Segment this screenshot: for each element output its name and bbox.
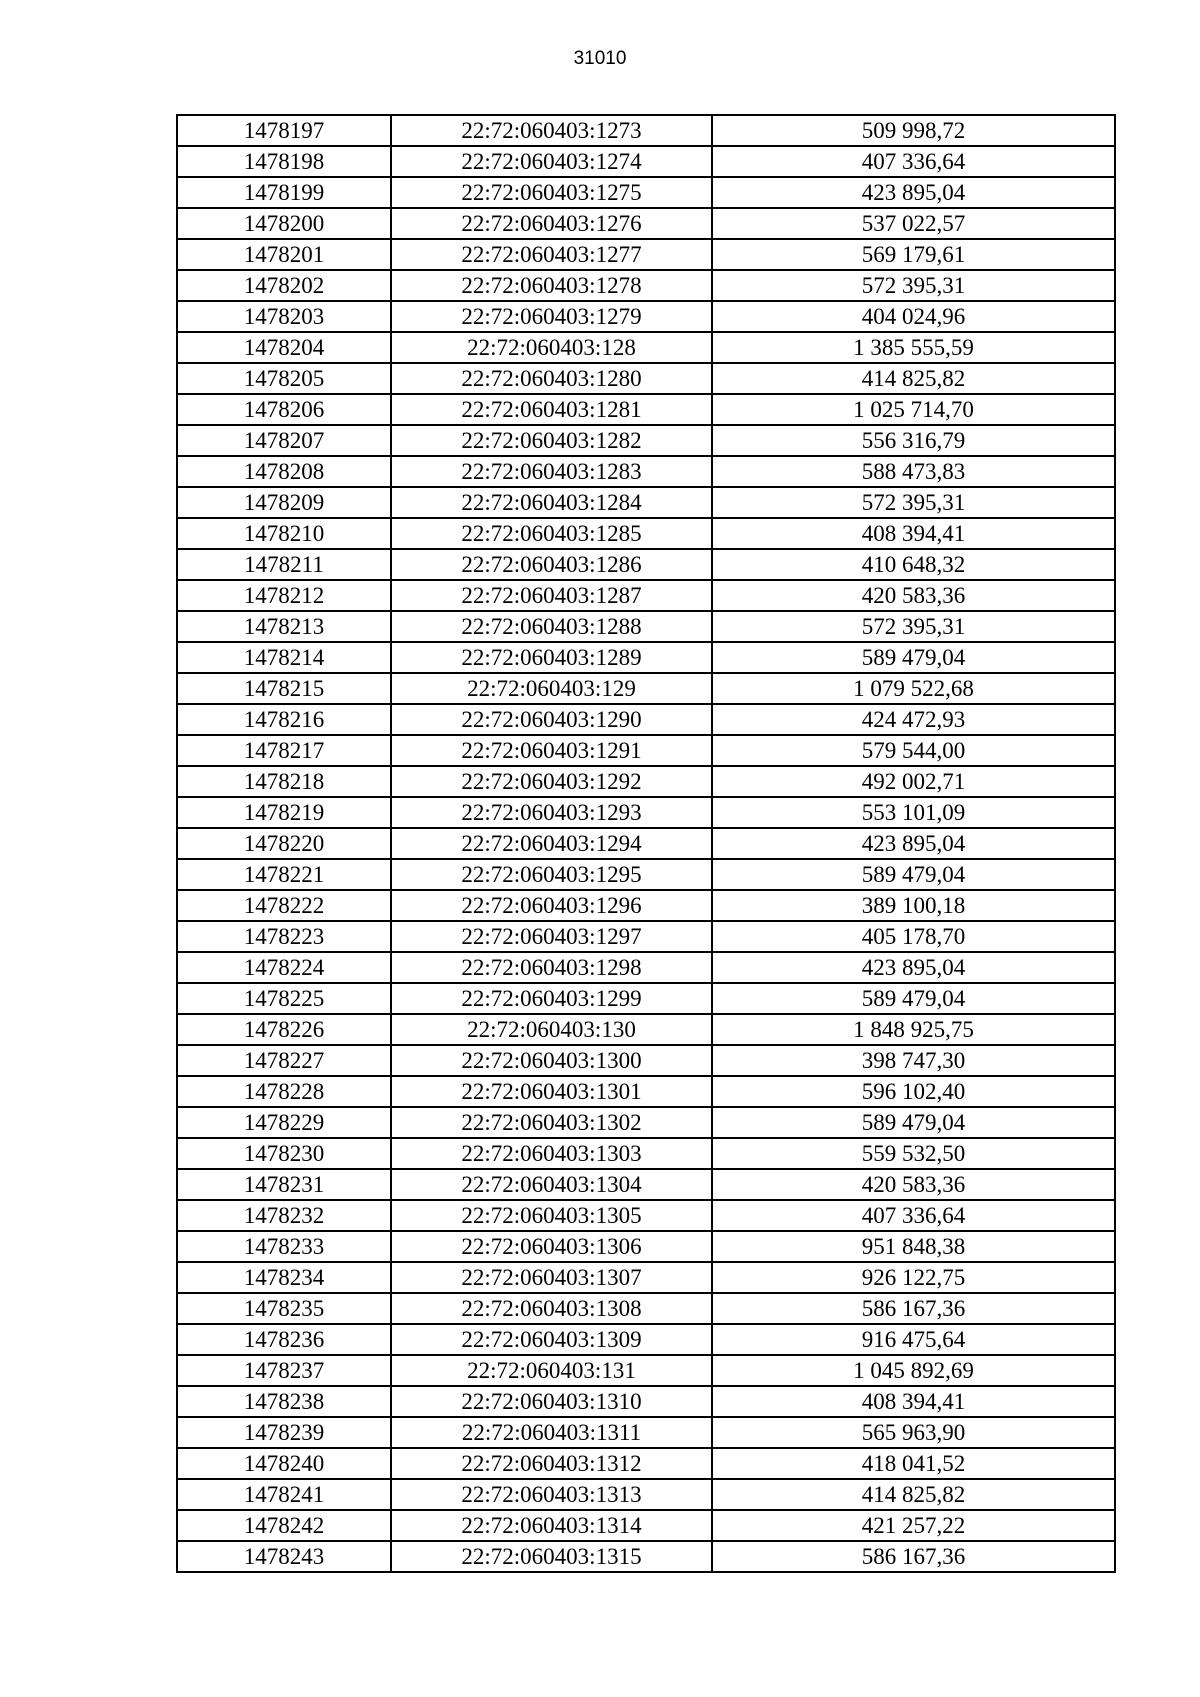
- cadastral-number-cell: 22:72:060403:1275: [391, 177, 712, 208]
- cadastral-value-cell: 586 167,36: [712, 1541, 1115, 1572]
- table-row: [177, 704, 1115, 735]
- cadastral-value-cell: 951 848,38: [712, 1231, 1115, 1262]
- table-row: [177, 1355, 1115, 1386]
- table-row: [177, 921, 1115, 952]
- cadastral-value-cell: 565 963,90: [712, 1417, 1115, 1448]
- table-row: [177, 146, 1115, 177]
- row-number-cell: 1478243: [177, 1541, 391, 1572]
- table-row: [177, 301, 1115, 332]
- table-row: [177, 115, 1115, 146]
- cadastral-number-cell: 22:72:060403:1287: [391, 580, 712, 611]
- row-number-cell: 1478226: [177, 1014, 391, 1045]
- cadastral-value-cell: 589 479,04: [712, 983, 1115, 1014]
- cadastral-value-cell: 420 583,36: [712, 1169, 1115, 1200]
- row-number-cell: 1478230: [177, 1138, 391, 1169]
- cadastral-value-cell: 589 479,04: [712, 642, 1115, 673]
- cadastral-number-cell: 22:72:060403:1277: [391, 239, 712, 270]
- cadastral-value-cell: 1 045 892,69: [712, 1355, 1115, 1386]
- cadastral-number-cell: 22:72:060403:1288: [391, 611, 712, 642]
- page-number: 31010: [573, 48, 627, 69]
- row-number-cell: 1478236: [177, 1324, 391, 1355]
- row-number-cell: 1478239: [177, 1417, 391, 1448]
- cadastral-value-cell: 926 122,75: [712, 1262, 1115, 1293]
- row-number-cell: 1478204: [177, 332, 391, 363]
- row-number-cell: 1478229: [177, 1107, 391, 1138]
- table-row: [177, 1045, 1115, 1076]
- table-row: [177, 611, 1115, 642]
- cadastral-number-cell: 22:72:060403:1309: [391, 1324, 712, 1355]
- row-number-cell: 1478209: [177, 487, 391, 518]
- table-row: [177, 1262, 1115, 1293]
- row-number-cell: 1478216: [177, 704, 391, 735]
- row-number-cell: 1478231: [177, 1169, 391, 1200]
- table-row: [177, 735, 1115, 766]
- cadastral-number-cell: 22:72:060403:1314: [391, 1510, 712, 1541]
- row-number-cell: 1478211: [177, 549, 391, 580]
- cadastral-value-cell: 423 895,04: [712, 828, 1115, 859]
- row-number-cell: 1478228: [177, 1076, 391, 1107]
- row-number-cell: 1478227: [177, 1045, 391, 1076]
- table-row: [177, 239, 1115, 270]
- cadastral-number-cell: 22:72:060403:1300: [391, 1045, 712, 1076]
- cadastral-number-cell: 22:72:060403:1299: [391, 983, 712, 1014]
- cadastral-number-cell: 22:72:060403:1289: [391, 642, 712, 673]
- table-row: [177, 363, 1115, 394]
- cadastral-value-cell: 405 178,70: [712, 921, 1115, 952]
- cadastral-value-cell: 559 532,50: [712, 1138, 1115, 1169]
- cadastral-value-cell: 414 825,82: [712, 363, 1115, 394]
- table-row: [177, 1541, 1115, 1572]
- cadastral-value-cell: 408 394,41: [712, 1386, 1115, 1417]
- row-number-cell: 1478242: [177, 1510, 391, 1541]
- cadastral-value-cell: 586 167,36: [712, 1293, 1115, 1324]
- table-row: [177, 425, 1115, 456]
- cadastral-value-cell: 1 848 925,75: [712, 1014, 1115, 1045]
- cadastral-number-cell: 22:72:060403:1279: [391, 301, 712, 332]
- table-body: [177, 115, 1115, 1572]
- row-number-cell: 1478224: [177, 952, 391, 983]
- table-row: [177, 1200, 1115, 1231]
- row-number-cell: 1478213: [177, 611, 391, 642]
- row-number-cell: 1478198: [177, 146, 391, 177]
- table-row: [177, 1448, 1115, 1479]
- table-row: [177, 487, 1115, 518]
- row-number-cell: 1478232: [177, 1200, 391, 1231]
- cadastral-number-cell: 22:72:060403:1281: [391, 394, 712, 425]
- table-row: [177, 1138, 1115, 1169]
- cadastral-value-cell: 418 041,52: [712, 1448, 1115, 1479]
- row-number-cell: 1478233: [177, 1231, 391, 1262]
- cadastral-value-cell: 589 479,04: [712, 859, 1115, 890]
- row-number-cell: 1478237: [177, 1355, 391, 1386]
- cadastral-value-cell: 916 475,64: [712, 1324, 1115, 1355]
- row-number-cell: 1478218: [177, 766, 391, 797]
- table-row: [177, 1169, 1115, 1200]
- cadastral-value-cell: 572 395,31: [712, 487, 1115, 518]
- row-number-cell: 1478221: [177, 859, 391, 890]
- row-number-cell: 1478217: [177, 735, 391, 766]
- cadastral-number-cell: 22:72:060403:1284: [391, 487, 712, 518]
- row-number-cell: 1478222: [177, 890, 391, 921]
- table-row: [177, 1231, 1115, 1262]
- cadastral-value-cell: 410 648,32: [712, 549, 1115, 580]
- cadastral-value-cell: 1 079 522,68: [712, 673, 1115, 704]
- row-number-cell: 1478219: [177, 797, 391, 828]
- table-row: [177, 828, 1115, 859]
- cadastral-value-cell: 556 316,79: [712, 425, 1115, 456]
- table-row: [177, 642, 1115, 673]
- cadastral-number-cell: 22:72:060403:1298: [391, 952, 712, 983]
- cadastral-number-cell: 22:72:060403:1312: [391, 1448, 712, 1479]
- cadastral-number-cell: 22:72:060403:1295: [391, 859, 712, 890]
- table-row: [177, 1324, 1115, 1355]
- cadastral-value-cell: 398 747,30: [712, 1045, 1115, 1076]
- cadastral-number-cell: 22:72:060403:1285: [391, 518, 712, 549]
- cadastral-number-cell: 22:72:060403:1282: [391, 425, 712, 456]
- row-number-cell: 1478210: [177, 518, 391, 549]
- cadastral-value-cell: 408 394,41: [712, 518, 1115, 549]
- cadastral-number-cell: 22:72:060403:1307: [391, 1262, 712, 1293]
- row-number-cell: 1478235: [177, 1293, 391, 1324]
- cadastral-number-cell: 22:72:060403:1313: [391, 1479, 712, 1510]
- table-row: [177, 1479, 1115, 1510]
- row-number-cell: 1478202: [177, 270, 391, 301]
- cadastral-value-cell: 407 336,64: [712, 146, 1115, 177]
- cadastral-value-cell: 389 100,18: [712, 890, 1115, 921]
- cadastral-value-cell: 572 395,31: [712, 270, 1115, 301]
- cadastral-value-cell: 424 472,93: [712, 704, 1115, 735]
- cadastral-value-cell: 596 102,40: [712, 1076, 1115, 1107]
- cadastral-number-cell: 22:72:060403:1283: [391, 456, 712, 487]
- cadastral-number-cell: 22:72:060403:1291: [391, 735, 712, 766]
- cadastral-value-cell: 404 024,96: [712, 301, 1115, 332]
- cadastral-number-cell: 22:72:060403:1286: [391, 549, 712, 580]
- cadastral-number-cell: 22:72:060403:1306: [391, 1231, 712, 1262]
- cadastral-value-cell: 537 022,57: [712, 208, 1115, 239]
- cadastral-value-cell: 407 336,64: [712, 1200, 1115, 1231]
- row-number-cell: 1478223: [177, 921, 391, 952]
- row-number-cell: 1478200: [177, 208, 391, 239]
- table-row: [177, 456, 1115, 487]
- table-row: [177, 766, 1115, 797]
- cadastral-value-cell: 509 998,72: [712, 115, 1115, 146]
- table-row: [177, 1076, 1115, 1107]
- cadastral-number-cell: 22:72:060403:129: [391, 673, 712, 704]
- row-number-cell: 1478214: [177, 642, 391, 673]
- cadastral-number-cell: 22:72:060403:1305: [391, 1200, 712, 1231]
- row-number-cell: 1478197: [177, 115, 391, 146]
- table-row: [177, 859, 1115, 890]
- cadastral-value-cell: 1 385 555,59: [712, 332, 1115, 363]
- cadastral-number-cell: 22:72:060403:1293: [391, 797, 712, 828]
- table-row: [177, 1014, 1115, 1045]
- table-row: [177, 580, 1115, 611]
- row-number-cell: 1478208: [177, 456, 391, 487]
- cadastral-number-cell: 22:72:060403:1294: [391, 828, 712, 859]
- table-row: [177, 394, 1115, 425]
- cadastral-value-cell: 492 002,71: [712, 766, 1115, 797]
- table-row: [177, 208, 1115, 239]
- table-row: [177, 1386, 1115, 1417]
- cadastral-number-cell: 22:72:060403:1301: [391, 1076, 712, 1107]
- cadastral-value-cell: 579 544,00: [712, 735, 1115, 766]
- cadastral-number-cell: 22:72:060403:1292: [391, 766, 712, 797]
- table-row: [177, 983, 1115, 1014]
- cadastral-value-cell: 420 583,36: [712, 580, 1115, 611]
- cadastral-value-cell: 421 257,22: [712, 1510, 1115, 1541]
- cadastral-number-cell: 22:72:060403:1278: [391, 270, 712, 301]
- cadastral-number-cell: 22:72:060403:128: [391, 332, 712, 363]
- cadastral-value-cell: 423 895,04: [712, 952, 1115, 983]
- row-number-cell: 1478201: [177, 239, 391, 270]
- cadastral-number-cell: 22:72:060403:1297: [391, 921, 712, 952]
- cadastral-number-cell: 22:72:060403:1276: [391, 208, 712, 239]
- cadastral-number-cell: 22:72:060403:1308: [391, 1293, 712, 1324]
- cadastral-number-cell: 22:72:060403:1273: [391, 115, 712, 146]
- table-row: [177, 177, 1115, 208]
- cadastral-value-cell: 423 895,04: [712, 177, 1115, 208]
- cadastral-number-cell: 22:72:060403:131: [391, 1355, 712, 1386]
- cadastral-number-cell: 22:72:060403:1304: [391, 1169, 712, 1200]
- row-number-cell: 1478212: [177, 580, 391, 611]
- cadastral-value-cell: 1 025 714,70: [712, 394, 1115, 425]
- table-row: [177, 518, 1115, 549]
- cadastral-value-cell: 569 179,61: [712, 239, 1115, 270]
- table-row: [177, 1107, 1115, 1138]
- cadastral-number-cell: 22:72:060403:130: [391, 1014, 712, 1045]
- table-row: [177, 797, 1115, 828]
- cadastral-number-cell: 22:72:060403:1274: [391, 146, 712, 177]
- table-row: [177, 1510, 1115, 1541]
- cadastral-number-cell: 22:72:060403:1302: [391, 1107, 712, 1138]
- row-number-cell: 1478207: [177, 425, 391, 456]
- cadastral-number-cell: 22:72:060403:1311: [391, 1417, 712, 1448]
- cadastral-value-cell: 553 101,09: [712, 797, 1115, 828]
- table-row: [177, 890, 1115, 921]
- row-number-cell: 1478240: [177, 1448, 391, 1479]
- table-row: [177, 673, 1115, 704]
- row-number-cell: 1478225: [177, 983, 391, 1014]
- cadastral-value-cell: 414 825,82: [712, 1479, 1115, 1510]
- row-number-cell: 1478203: [177, 301, 391, 332]
- row-number-cell: 1478199: [177, 177, 391, 208]
- row-number-cell: 1478206: [177, 394, 391, 425]
- cadastral-number-cell: 22:72:060403:1296: [391, 890, 712, 921]
- row-number-cell: 1478238: [177, 1386, 391, 1417]
- row-number-cell: 1478220: [177, 828, 391, 859]
- table-row: [177, 270, 1115, 301]
- row-number-cell: 1478205: [177, 363, 391, 394]
- cadastral-value-cell: 589 479,04: [712, 1107, 1115, 1138]
- table-row: [177, 332, 1115, 363]
- cadastral-number-cell: 22:72:060403:1315: [391, 1541, 712, 1572]
- table-row: [177, 1293, 1115, 1324]
- cadastral-value-table: [176, 114, 1116, 1573]
- cadastral-number-cell: 22:72:060403:1290: [391, 704, 712, 735]
- cadastral-value-cell: 588 473,83: [712, 456, 1115, 487]
- table-row: [177, 952, 1115, 983]
- table-row: [177, 1417, 1115, 1448]
- cadastral-number-cell: 22:72:060403:1310: [391, 1386, 712, 1417]
- row-number-cell: 1478234: [177, 1262, 391, 1293]
- cadastral-number-cell: 22:72:060403:1303: [391, 1138, 712, 1169]
- cadastral-value-cell: 572 395,31: [712, 611, 1115, 642]
- table-row: [177, 549, 1115, 580]
- row-number-cell: 1478215: [177, 673, 391, 704]
- cadastral-number-cell: 22:72:060403:1280: [391, 363, 712, 394]
- row-number-cell: 1478241: [177, 1479, 391, 1510]
